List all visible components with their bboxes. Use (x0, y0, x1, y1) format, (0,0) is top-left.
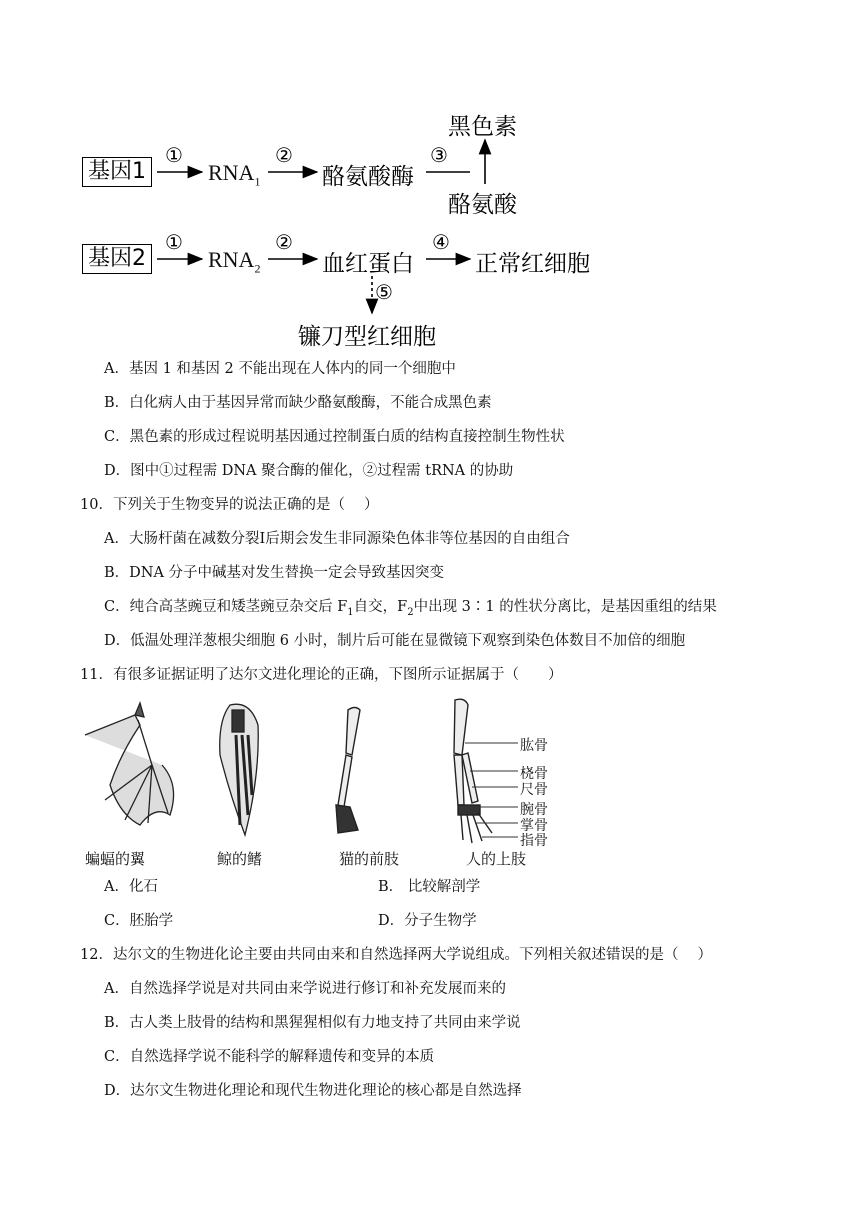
q12-stem: 12．达尔文的生物进化论主要由共同由来和自然选择两大学说组成。下列相关叙述错误的是（ ） (80, 947, 713, 963)
label-human-arm: 人的上肢 (466, 850, 527, 868)
step2-label: ② (275, 143, 293, 167)
q12-option-a: A．自然选择学说是对共同由来学说进行修订和补充发展而来的 (104, 981, 506, 997)
label-cat-forelimb: 猫的前肢 (339, 850, 400, 868)
q10-option-c: C．纯合高茎豌豆和矮茎豌豆杂交后 $F_1$自交，$F_2$中出现 3∶1 的性状分离比，是基因重组的结果 (104, 599, 717, 618)
hemoglobin-label: 血红蛋白 (322, 251, 414, 277)
bone-ulna: 尺骨 (520, 782, 548, 798)
q10-stem: 10．下列关于生物变异的说法正确的是（ ） (80, 497, 379, 513)
normal-rbc-label: 正常红细胞 (475, 251, 590, 277)
bone-radius: 桡骨 (520, 766, 548, 782)
bat-wing-drawing (85, 703, 174, 825)
step1-label-row2: ① (165, 230, 183, 254)
sickle-rbc-label: 镰刀型红细胞 (298, 324, 436, 350)
rna2-label: $RNA_2$ (208, 247, 261, 276)
q9-option-b: B．白化病人由于基因异常而缺少酪氨酸酶，不能合成黑色素 (104, 395, 492, 411)
q11-option-a: A．化石 (104, 879, 158, 895)
bone-phalanges: 指骨 (520, 833, 548, 849)
step2-label-row2: ② (275, 230, 293, 254)
gene1-box: 基因1 (82, 157, 152, 187)
tyrosine-label: 酪氨酸 (448, 192, 517, 218)
q9-option-a: A．基因 1 和基因 2 不能出现在人体内的同一个细胞中 (104, 361, 456, 377)
q12-option-b: B．古人类上肢骨的结构和黑猩猩相似有力地支持了共同由来学说 (104, 1015, 521, 1031)
q11-stem: 11．有很多证据证明了达尔文进化理论的正确，下图所示证据属于（ ） (80, 667, 563, 683)
whale-fin-drawing (220, 704, 259, 835)
q12-option-d: D．达尔文生物进化理论和现代生物进化理论的核心都是自然选择 (104, 1083, 522, 1099)
q9-option-c: C．黑色素的形成过程说明基因通过控制蛋白质的结构直接控制生物性状 (104, 429, 565, 445)
bone-carpals: 腕骨 (520, 802, 548, 818)
q10-option-b: B．DNA 分子中碱基对发生替换一定会导致基因突变 (104, 565, 445, 581)
label-whale-fin: 鲸的鳍 (217, 850, 263, 868)
step1-label: ① (165, 143, 183, 167)
step5-label: ⑤ (375, 280, 393, 304)
step4-label: ④ (432, 230, 450, 254)
q9-option-d: D．图中①过程需 DNA 聚合酶的催化，②过程需 tRNA 的协助 (104, 463, 514, 479)
bone-humerus: 肱骨 (520, 738, 548, 754)
bone-metacarpals: 掌骨 (520, 818, 548, 834)
gene2-box: 基因2 (82, 244, 152, 274)
q11-option-c: C．胚胎学 (104, 913, 174, 929)
label-bat-wing: 蝙蝠的翼 (85, 850, 146, 868)
q11-option-d: D．分子生物学 (378, 913, 477, 929)
q10-option-d: D．低温处理洋葱根尖细胞 6 小时，制片后可能在显微镜下观察到染色体数目不加倍的细胞 (104, 633, 686, 649)
limbs-illustration (80, 695, 580, 845)
cat-forelimb-drawing (336, 708, 360, 834)
rna1-label: $RNA_1$ (208, 160, 261, 189)
melanin-label: 黑色素 (448, 114, 517, 140)
step3-label: ③ (430, 143, 448, 167)
q11-option-b: B． 比较解剖学 (378, 879, 481, 895)
q12-option-c: C．自然选择学说不能科学的解释遗传和变异的本质 (104, 1049, 435, 1065)
tyrosinase-label: 酪氨酸酶 (322, 164, 414, 190)
q10-option-a: A．大肠杆菌在减数分裂Ⅰ后期会发生非同源染色体非等位基因的自由组合 (104, 531, 570, 547)
